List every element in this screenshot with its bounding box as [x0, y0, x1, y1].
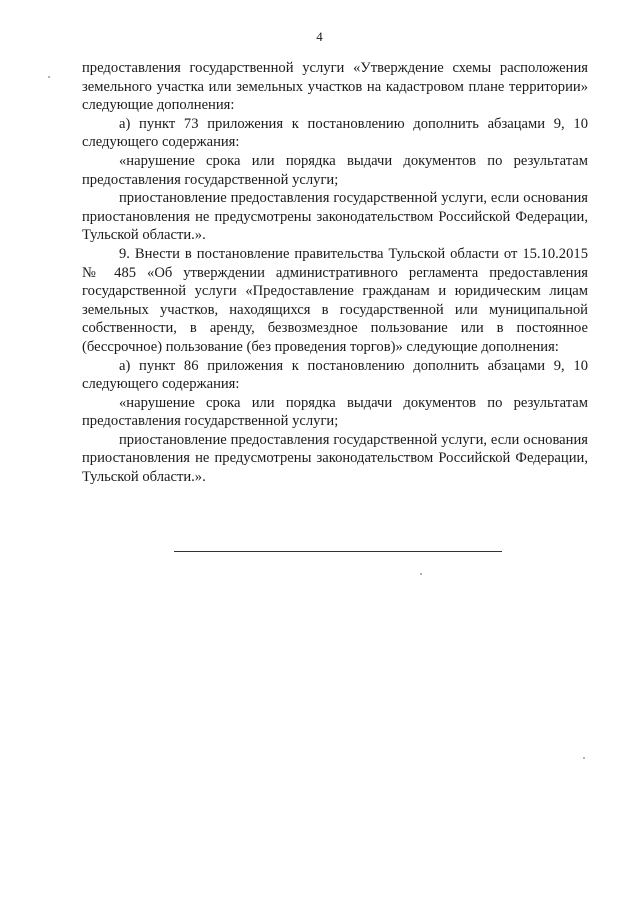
paragraph-item-a-86: а) пункт 86 приложения к постановлению дополнить абзацами 9, 10 следующего содержания:: [82, 357, 588, 393]
paragraph-item-a-73: а) пункт 73 приложения к постановлению дополнить абзацами 9, 10 следующего содержания:: [82, 115, 588, 151]
paragraph-quote-violation-2: «нарушение срока или порядка выдачи документов по результатам предоставления государственной услуги;: [82, 394, 588, 430]
page-number: 4: [316, 29, 323, 44]
scan-speck: [48, 76, 50, 78]
paragraph-quote-suspension-1: приостановление предоставления государственной услуги, если основания приостановления не предусмотрены законодательством Российской Федерации, Тульской области.».: [82, 190, 588, 244]
paragraph-quote-suspension-2: приостановление предоставления государственной услуги, если основания приостановления не предусмотрены законодательством Российской Федерации, Тульской области.».: [82, 431, 588, 486]
paragraph-quote-violation-1: «нарушение срока или порядка выдачи документов по результатам предоставления государственной услуги;: [82, 152, 588, 188]
paragraph-item-9: 9. Внести в постановление правительства Тульской области от 15.10.2015 № 485 «Об утверждении административного регламента предоставления государственной услуги «Предоставление гражданам и юридическим лицам земельных участков, находящихся в государственной или муниципальной собственности, в аренду, безвозмездное пользование или в постоянное (бессрочное) пользование (без проведения торгов)» следующие дополнения:: [82, 245, 588, 355]
paragraph-intro-continuation: предоставления государственной услуги «Утверждение схемы расположения земельного участка или земельных участков на кадастровом плане территории» следующие дополнения:: [82, 60, 588, 114]
scan-speck: [583, 757, 585, 759]
scan-speck: [420, 573, 422, 575]
end-separator-line: [174, 551, 502, 552]
document-body: [82, 59, 588, 487]
